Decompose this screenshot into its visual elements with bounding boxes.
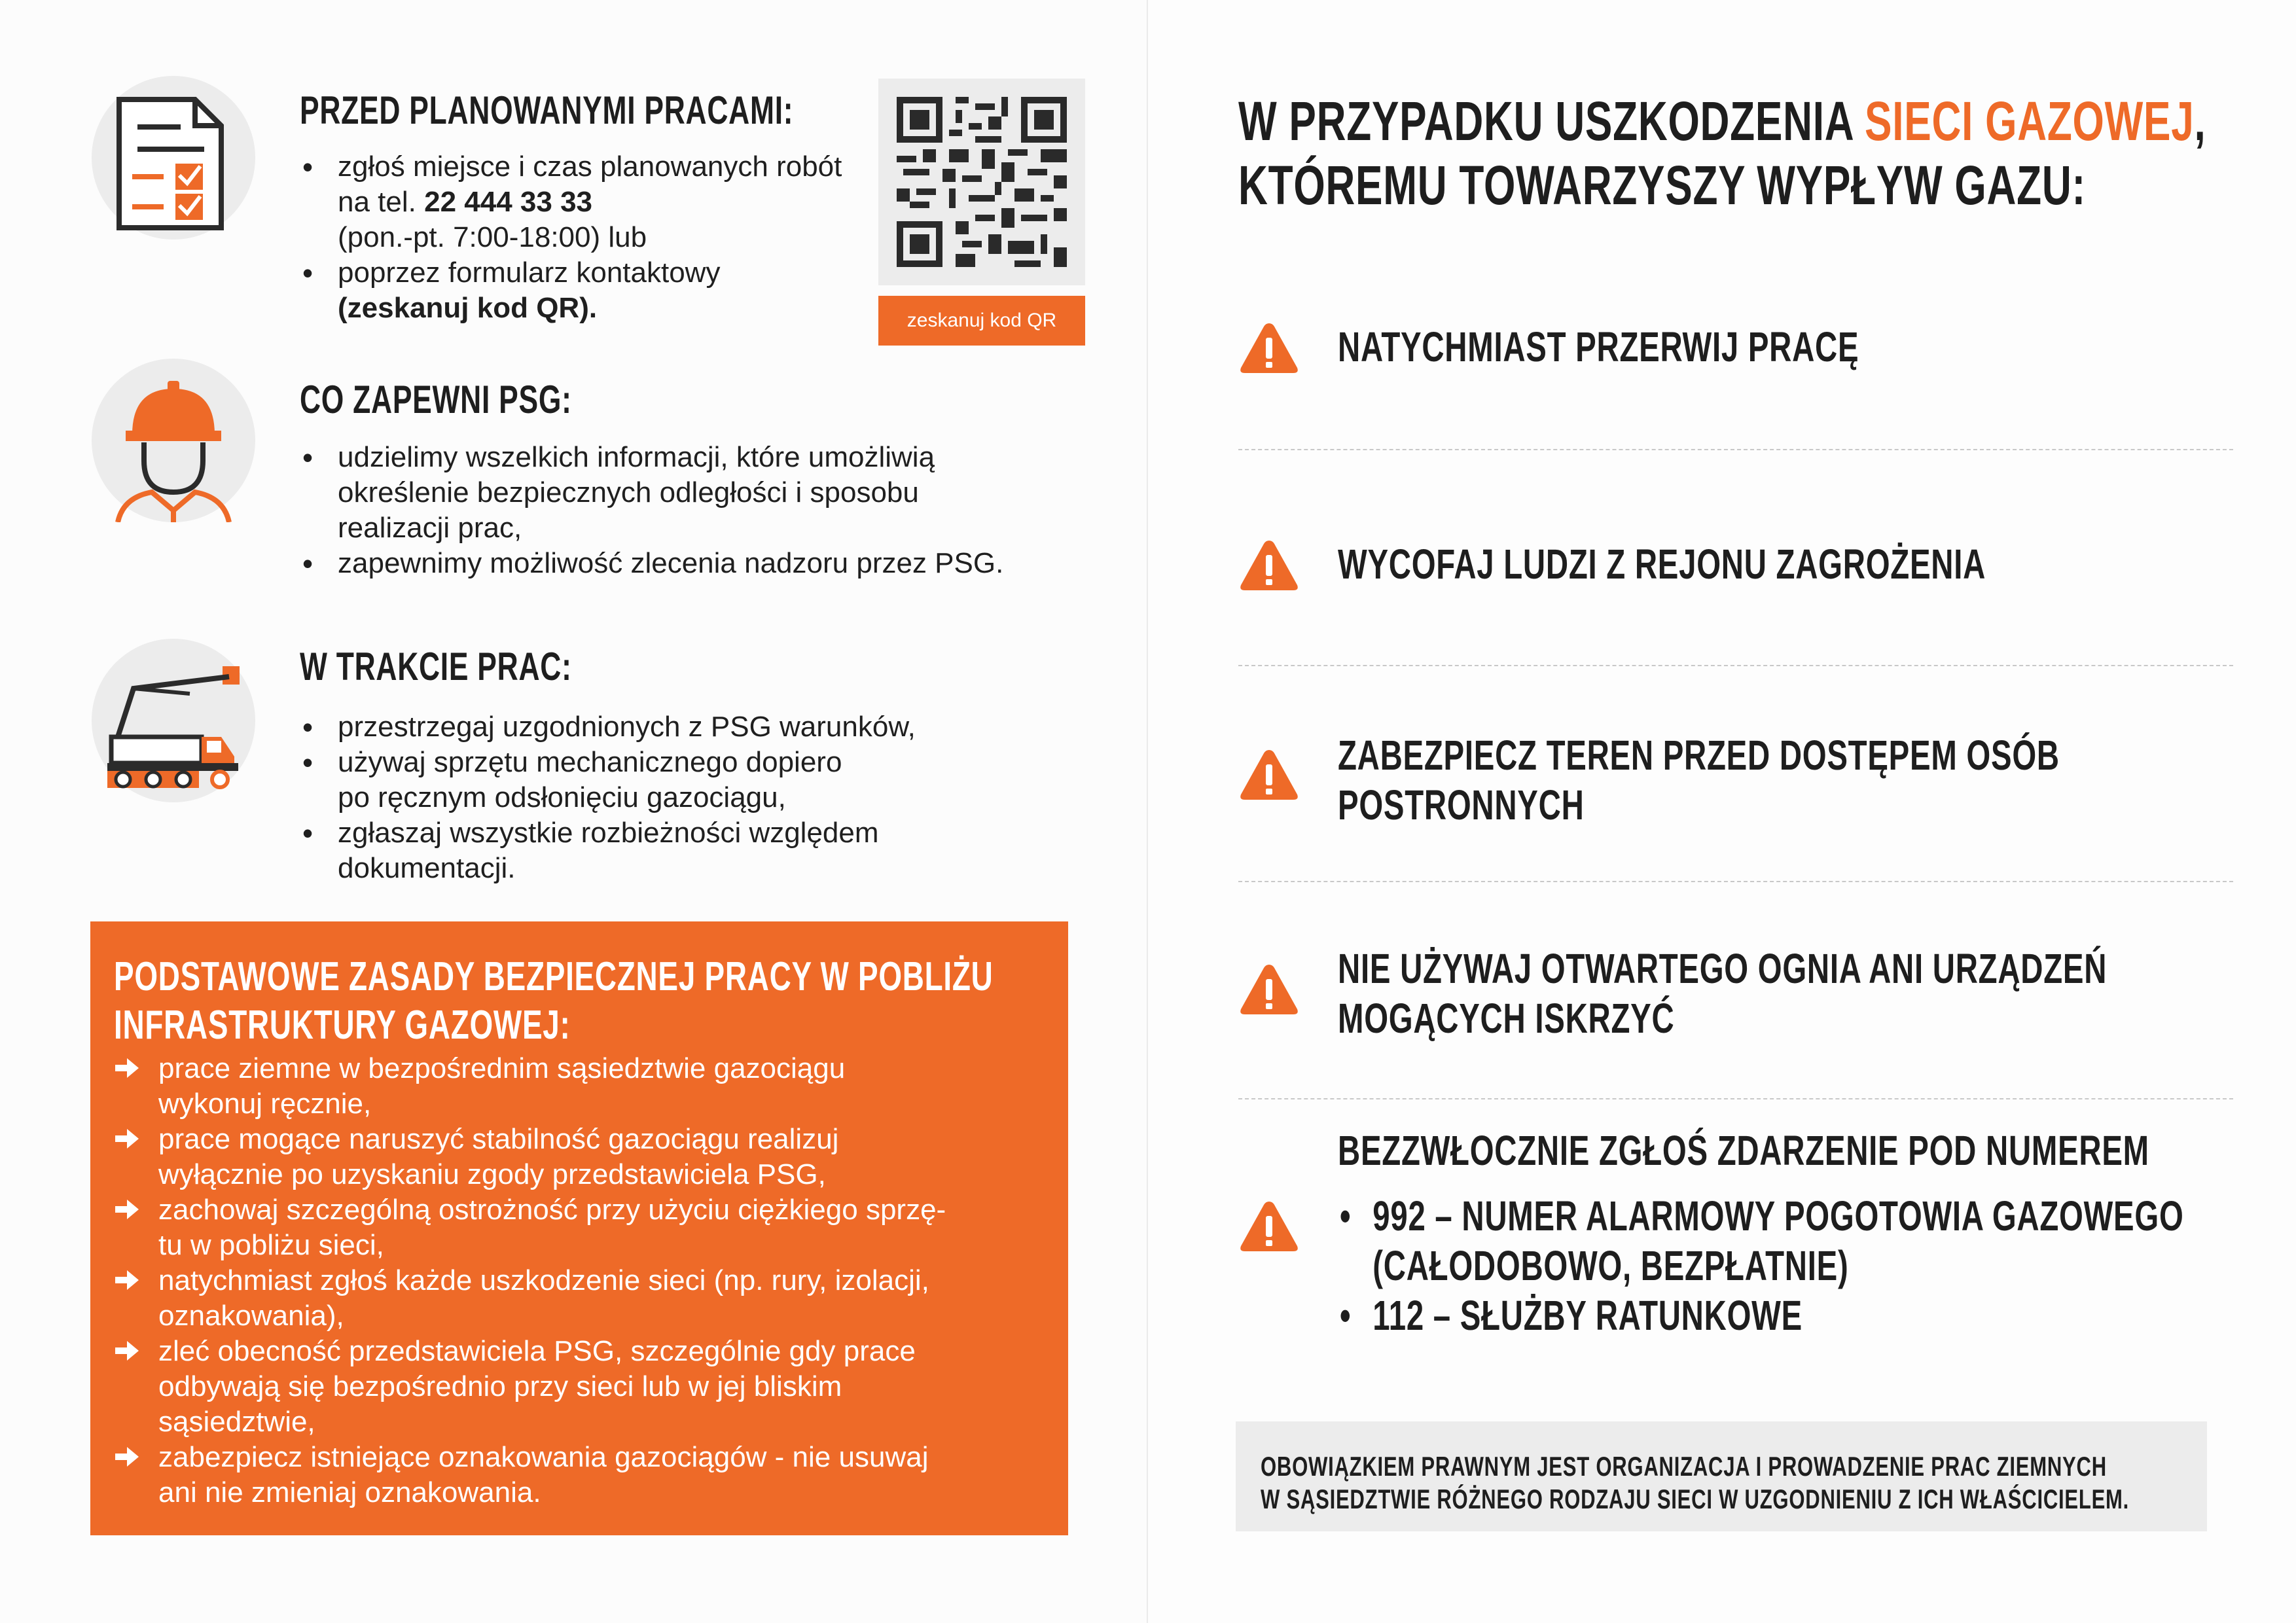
- during-work-list: [300, 709, 1020, 886]
- checklist-icon: [92, 76, 255, 240]
- section-title-before-work: PRZED PLANOWANYMI PRACAMI:: [300, 88, 794, 132]
- step-no-fire: NIE UŻYWAJ OTWARTEGO OGNIA ANI URZĄDZEŃ MOGĄCYCH ISKRZYĆ: [1238, 944, 2233, 1048]
- emergency-title: W PRZYPADKU USZKODZENIA SIECI GAZOWEJ, KTÓREMU TOWARZYSZY WYPŁYW GAZU:: [1238, 90, 2206, 216]
- legal-notice-box: [1236, 1421, 2207, 1531]
- list-item: • udzielimy wszelkich informacji, które umożliwią określenie bezpiecznych odległości i sposobu realizacji prac,: [300, 440, 1072, 546]
- safety-rules-box: [90, 921, 1068, 1535]
- arrow-right-icon: [114, 1127, 140, 1150]
- emergency-numbers-list: [1338, 1191, 2296, 1340]
- warning-triangle-icon: [1238, 1199, 1300, 1254]
- highlight-gas-network: SIECI GAZOWEJ: [1865, 90, 2195, 152]
- legal-notice-text: OBOWIĄZKIEM PRAWNYM JEST ORGANIZACJA I PROWADZENIE PRAC ZIEMNYCH W SĄSIEDZTWIE RÓŻNEGO RODZAJU SIECI W UZGODNIENIU Z ICH WŁAŚCICIELEM.: [1261, 1451, 2130, 1514]
- step-evacuate: WYCOFAJ LUDZI Z REJONU ZAGROŻENIA: [1238, 531, 2233, 597]
- list-item: • zgłoś miejsce i czas planowanych robót na tel. 22 444 33 33 (pon.-pt. 7:00-18:00) lub: [300, 149, 863, 255]
- warning-triangle-icon: [1238, 962, 1300, 1017]
- warning-triangle-icon: [1238, 747, 1300, 802]
- arrow-right-icon: [114, 1198, 140, 1221]
- list-item: natychmiast zgłoś każde uszkodzenie sieci (np. rury, izolacji, oznakowania),: [114, 1263, 1043, 1334]
- emergency-numbers-title: BEZZWŁOCZNIE ZGŁOŚ ZDARZENIE POD NUMEREM: [1338, 1127, 2149, 1174]
- arrow-right-icon: [114, 1445, 140, 1469]
- divider: [1238, 1098, 2233, 1099]
- list-item: prace ziemne w bezpośrednim sąsiedztwie gazociągu wykonuj ręcznie,: [114, 1051, 1043, 1122]
- before-work-list: [300, 149, 863, 326]
- divider: [1238, 665, 2233, 666]
- step-secure-area: ZABEZPIECZ TEREN PRZED DOSTĘPEM OSÓB POSTRONNYCH: [1238, 730, 2233, 835]
- list-item: • poprzez formularz kontaktowy (zeskanuj kod QR).: [300, 255, 863, 326]
- qr-code-icon[interactable]: [878, 79, 1085, 285]
- list-item: • zapewnimy możliwość zlecenia nadzoru przez PSG.: [300, 546, 1072, 581]
- arrow-right-icon: [114, 1339, 140, 1363]
- safety-rules-list: [114, 1051, 1043, 1510]
- step-stop-work: NATYCHMIAST PRZERWIJ PRACĘ: [1238, 314, 2233, 380]
- psg-provides-list: [300, 440, 1072, 581]
- scan-qr-button[interactable]: zeskanuj kod QR: [878, 296, 1085, 346]
- list-item: • 112 – SŁUŻBY RATUNKOWE: [1338, 1291, 2184, 1340]
- list-item: • zgłaszaj wszystkie rozbieżności względem dokumentacji.: [300, 815, 1020, 886]
- worker-helmet-icon: [92, 359, 255, 522]
- step-report-incident: [1238, 1126, 2233, 1348]
- arrow-right-icon: [114, 1056, 140, 1080]
- excavator-truck-icon: [92, 639, 255, 802]
- section-title-during-work: W TRAKCIE PRAC:: [300, 645, 572, 688]
- warning-triangle-icon: [1238, 538, 1300, 593]
- list-item: zleć obecność przedstawiciela PSG, szczególnie gdy prace odbywają się bezpośrednio przy sieci lub w jej bliskim sąsiedztwie,: [114, 1334, 1043, 1440]
- list-item: zabezpiecz istniejące oznakowania gazociągów - nie usuwaj ani nie zmieniaj oznakowania.: [114, 1440, 1043, 1510]
- list-item: • przestrzegaj uzgodnionych z PSG warunków,: [300, 709, 1020, 745]
- list-item: prace mogące naruszyć stabilność gazociągu realizuj wyłącznie po uzyskaniu zgody przedstawiciela PSG,: [114, 1122, 1043, 1192]
- divider: [1238, 881, 2233, 882]
- list-item: zachowaj szczególną ostrożność przy użyciu ciężkiego sprzę- tu w pobliżu sieci,: [114, 1192, 1043, 1263]
- list-item: • używaj sprzętu mechanicznego dopiero po ręcznym odsłonięciu gazociągu,: [300, 745, 1020, 815]
- section-title-psg-provides: CO ZAPEWNI PSG:: [300, 378, 572, 421]
- divider: [1238, 449, 2233, 450]
- arrow-right-icon: [114, 1268, 140, 1292]
- phone-number: 22 444 33 33: [424, 186, 593, 218]
- safety-rules-title: PODSTAWOWE ZASADY BEZPIECZNEJ PRACY W POBLIŻU INFRASTRUKTURY GAZOWEJ:: [114, 954, 994, 1048]
- list-item: • 992 – NUMER ALARMOWY POGOTOWIA GAZOWEGO (CAŁODOBOWO, BEZPŁATNIE): [1338, 1191, 2184, 1291]
- warning-triangle-icon: [1238, 321, 1300, 376]
